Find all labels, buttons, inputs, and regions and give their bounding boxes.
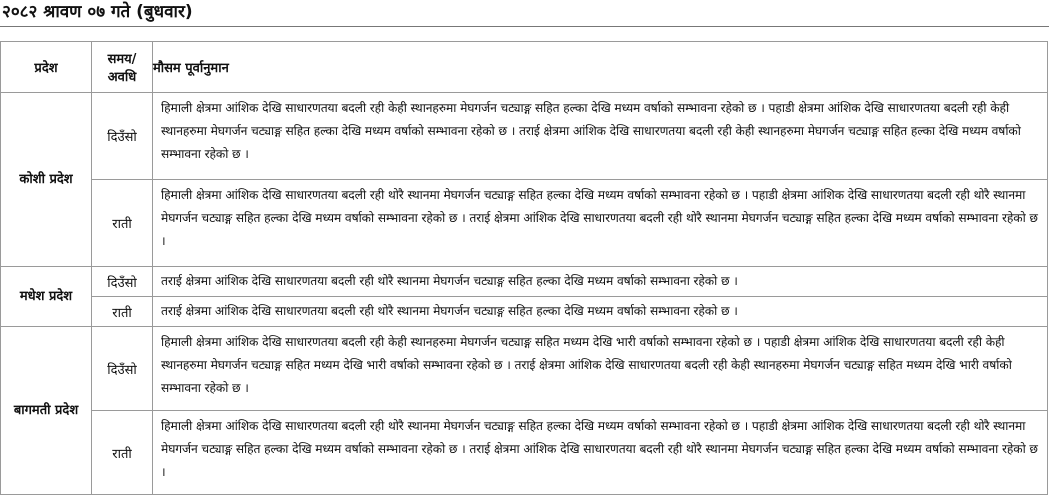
time-bagmati-day: दिउँसो [92,327,153,411]
time-madhesh-day: दिउँसो [92,267,153,297]
time-madhesh-night: राती [92,297,153,327]
table-row-bagmati-night [1,411,1048,495]
header-time [92,42,153,93]
forecast-koshi-night: हिमाली क्षेत्रमा आंशिक देखि साधारणतया बदली रही थोरै स्थानमा मेघगर्जन चट्याङ्ग सहित हल्का देखि मध्यम वर्षाको सम्भावना रहेको छ । पहाडी क्षेत्रमा आंशिक देखि साधारणतया बदली रही थोरै स्थानमा मेघगर्जन चट्याङ्ग सहित हल्का देखि मध्यम वर्षाको सम्भावना रहेको छ । तराई क्षेत्रमा आंशिक देखि साधारणतया बदली रही थोरै स्थानमा मेघगर्जन चट्याङ्ग सहित हल्का देखि मध्यम वर्षाको सम्भावना रहेको छ । [153,180,1048,267]
forecast-koshi-day: हिमाली क्षेत्रमा आंशिक देखि साधारणतया बदली रही केही स्थानहरुमा मेघगर्जन चट्याङ्ग सहित हल्का देखि मध्यम वर्षाको सम्भावना रहेको छ । पहाडी क्षेत्रमा आंशिक देखि साधारणतया बदली रही केही स्थानहरुमा मेघगर्जन चट्याङ्ग सहित हल्का देखि मध्यम वर्षाको सम्भावना रहेको छ । तराई क्षेत्रमा आंशिक देखि साधारणतया बदली रही केही स्थानहरुमा मेघगर्जन चट्याङ्ग सहित हल्का देखि मध्यम वर्षाको सम्भावना रहेको छ । [153,93,1048,180]
time-koshi-night: राती [92,180,153,267]
header-province: प्रदेश [1,42,92,93]
forecast-bagmati-day: हिमाली क्षेत्रमा आंशिक देखि साधारणतया बदली रही केही स्थानहरुमा मेघगर्जन चट्याङ्ग सहित मध्यम देखि भारी वर्षाको सम्भावना रहेको छ । पहाडी क्षेत्रमा आंशिक देखि साधारणतया बदली रही केही स्थानहरुमा मेघगर्जन चट्याङ्ग सहित मध्यम देखि भारी वर्षाको सम्भावना रहेको छ । तराई क्षेत्रमा आंशिक देखि साधारणतया बदली रही केही स्थानहरुमा मेघगर्जन चट्याङ्ग सहित मध्यम देखि भारी वर्षाको सम्भावना रहेको छ । [153,327,1048,411]
province-madhesh: मधेश प्रदेश [1,267,92,327]
table-row-madhesh-day [1,267,1048,297]
page-title: २०८२ श्रावण ०७ गते (बुधवार) [2,2,193,22]
title-divider [0,26,1049,27]
province-koshi: कोशी प्रदेश [1,93,92,267]
table-row-madhesh-night [1,297,1048,327]
forecast-table [0,41,1048,495]
header-time-line2: अवधि [107,70,137,85]
header-time-line1: समय/ [107,52,137,67]
header-forecast: मौसम पूर्वानुमान [153,42,1048,93]
province-bagmati: बागमती प्रदेश [1,327,92,495]
time-bagmati-night: राती [92,411,153,495]
table-row-koshi-night [1,180,1048,267]
forecast-madhesh-day: तराई क्षेत्रमा आंशिक देखि साधारणतया बदली रही थोरै स्थानमा मेघगर्जन चट्याङ्ग सहित हल्का देखि मध्यम वर्षाको सम्भावना रहेको छ । [153,267,1048,297]
forecast-bagmati-night: हिमाली क्षेत्रमा आंशिक देखि साधारणतया बदली रही थोरै स्थानमा मेघगर्जन चट्याङ्ग सहित हल्का देखि मध्यम वर्षाको सम्भावना रहेको छ । पहाडी क्षेत्रमा आंशिक देखि साधारणतया बदली रही थोरै स्थानमा मेघगर्जन चट्याङ्ग सहित हल्का देखि मध्यम वर्षाको सम्भावना रहेको छ । तराई क्षेत्रमा आंशिक देखि साधारणतया बदली रही थोरै स्थानमा मेघगर्जन चट्याङ्ग सहित हल्का देखि मध्यम वर्षाको सम्भावना रहेको छ । [153,411,1048,495]
table-row-koshi-day [1,93,1048,180]
table-row-bagmati-day [1,327,1048,411]
time-koshi-day: दिउँसो [92,93,153,180]
header-row [1,42,1048,93]
forecast-madhesh-night: तराई क्षेत्रमा आंशिक देखि साधारणतया बदली रही थोरै स्थानमा मेघगर्जन चट्याङ्ग सहित हल्का देखि मध्यम वर्षाको सम्भावना रहेको छ । [153,297,1048,327]
